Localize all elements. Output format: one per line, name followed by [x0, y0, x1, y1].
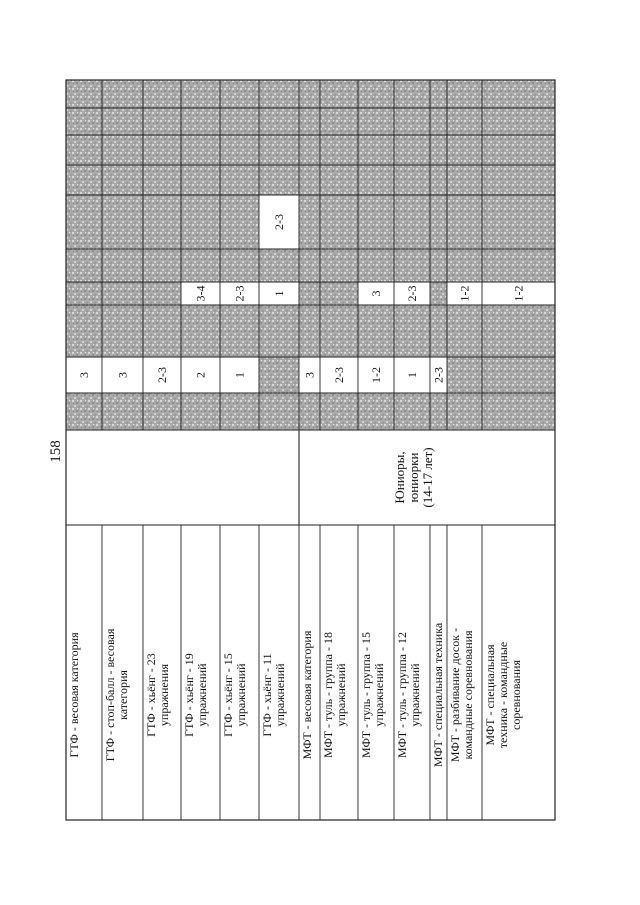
table-cell	[482, 165, 555, 195]
table-cell	[482, 249, 555, 282]
table-cell	[102, 393, 143, 430]
table-cell	[394, 393, 430, 430]
table-cell	[102, 165, 143, 195]
table-cell	[66, 195, 102, 249]
table-cell	[66, 305, 102, 357]
table-cell	[358, 80, 394, 108]
table-cell	[358, 393, 394, 430]
table-cell	[220, 249, 259, 282]
table-cell	[143, 195, 181, 249]
row-label: ГТФ - стоп-балл - весовая	[103, 628, 117, 762]
table-cell	[430, 108, 447, 135]
value-cell: 3-4	[193, 285, 208, 302]
table-cell	[102, 80, 143, 108]
page-number: 158	[47, 440, 64, 463]
table-cell	[447, 393, 482, 430]
table-cell	[66, 393, 102, 430]
table-cell	[299, 195, 320, 249]
row-label: ГТФ - хьёнг - 19	[182, 653, 196, 737]
table-cell	[320, 282, 358, 305]
row-label: МФТ - разбивание досок -	[448, 627, 462, 763]
table-cell	[447, 357, 482, 393]
table-cell	[220, 305, 259, 357]
table-cell	[430, 135, 447, 165]
table-cell	[66, 249, 102, 282]
table-cell	[447, 249, 482, 282]
table-cell	[181, 249, 220, 282]
age-group-label: (14-17 лет)	[420, 447, 435, 508]
row-label: МФТ - весовая категория	[300, 630, 314, 760]
table-cell	[482, 108, 555, 135]
table-cell	[181, 135, 220, 165]
table-cell	[143, 80, 181, 108]
table-cell	[66, 165, 102, 195]
table-cell	[394, 165, 430, 195]
table-cell	[143, 282, 181, 305]
row-label: МФТ - туль - группа - 18	[321, 632, 335, 758]
row-label: упражнений	[408, 663, 422, 727]
table-cell	[259, 80, 299, 108]
row-label: упражнения	[157, 663, 171, 727]
table-cell	[66, 135, 102, 165]
table-cell	[259, 135, 299, 165]
table-cell	[430, 249, 447, 282]
value-cell: 3	[77, 372, 91, 378]
value-cell: 2-3	[332, 367, 346, 383]
row-label: упражнений	[273, 663, 287, 727]
table-cell	[482, 357, 555, 393]
value-cell: 2-3	[431, 367, 446, 383]
value-cell: 1	[232, 372, 247, 378]
row-label: ГТФ - хьёнг - 11	[260, 653, 274, 737]
table-cell	[320, 165, 358, 195]
row-label: упражнений	[372, 663, 386, 727]
row-label: упражнений	[234, 663, 248, 727]
table-cell	[299, 393, 320, 430]
table-cell	[482, 80, 555, 108]
table-cell	[181, 393, 220, 430]
table-cell	[430, 305, 447, 357]
table-cell	[320, 249, 358, 282]
row-label: ГТФ - хьёнг - 23	[144, 653, 158, 737]
table-cell	[299, 249, 320, 282]
table-cell	[430, 80, 447, 108]
table-cell	[299, 80, 320, 108]
table-cell	[299, 135, 320, 165]
table-cell	[66, 80, 102, 108]
table-cell	[143, 249, 181, 282]
row-label: категория	[116, 670, 130, 720]
table-cell	[482, 195, 555, 249]
row-label: упражнений	[195, 663, 209, 727]
value-cell: 2-3	[405, 285, 419, 302]
row-label: МФТ - туль - группа - 12	[395, 632, 409, 758]
table-cell	[394, 135, 430, 165]
table-cell	[394, 108, 430, 135]
row-label: соревнования	[509, 660, 523, 730]
table-cell	[102, 282, 143, 305]
value-cell: 3	[302, 372, 317, 378]
table-cell	[143, 305, 181, 357]
table-cell	[358, 165, 394, 195]
table-cell	[430, 165, 447, 195]
table-cell	[430, 282, 447, 305]
table-cell	[320, 80, 358, 108]
value-cell: 2	[193, 372, 208, 378]
table-cell	[102, 305, 143, 357]
table-cell	[181, 108, 220, 135]
table-cell	[447, 135, 482, 165]
row-label: МФТ - специальная	[483, 644, 497, 746]
table-cell	[447, 108, 482, 135]
table-cell	[320, 135, 358, 165]
table-cell	[299, 165, 320, 195]
table-cell	[299, 305, 320, 357]
table-cell	[181, 80, 220, 108]
value-cell: 2-3	[272, 214, 286, 230]
table-cell	[102, 249, 143, 282]
table-cell	[482, 393, 555, 430]
table-cell	[320, 108, 358, 135]
value-cell: 3	[115, 372, 130, 378]
table-cell	[320, 195, 358, 249]
table-cell	[358, 305, 394, 357]
table-cell	[430, 393, 447, 430]
table-cell	[482, 135, 555, 165]
table-cell	[220, 108, 259, 135]
table-cell	[482, 305, 555, 357]
table-cell	[259, 305, 299, 357]
table-cell	[181, 165, 220, 195]
table-cell	[143, 165, 181, 195]
table-cell	[143, 108, 181, 135]
table-cell	[259, 393, 299, 430]
table-cell	[181, 305, 220, 357]
table-cell	[102, 135, 143, 165]
value-cell: 1-2	[511, 285, 526, 302]
table-cell	[181, 195, 220, 249]
table-cell	[394, 195, 430, 249]
table-cell	[259, 108, 299, 135]
table-cell	[320, 393, 358, 430]
table-cell	[143, 393, 181, 430]
table-cell	[220, 195, 259, 249]
row-label: командные соревнования	[461, 630, 475, 760]
row-label: ГТФ - хьёнг - 15	[221, 653, 235, 737]
table-cell	[66, 108, 102, 135]
table-cell	[447, 80, 482, 108]
age-group-label: юниорки	[406, 452, 421, 503]
table-cell	[259, 249, 299, 282]
value-cell: 2-3	[155, 367, 169, 383]
row-label: МФТ - специальная техника	[431, 622, 445, 768]
table-cell	[358, 195, 394, 249]
table-cell	[358, 108, 394, 135]
value-cell: 3	[369, 290, 383, 297]
value-cell: 1	[272, 290, 286, 297]
row-label: МФТ - туль - группа - 15	[359, 632, 373, 758]
table-cell	[220, 135, 259, 165]
age-group-label: Юниоры,	[392, 451, 407, 504]
row-label: техника - командные	[496, 641, 510, 749]
row-label: ГТФ - весовая категория	[67, 632, 81, 758]
value-cell: 1	[405, 372, 419, 378]
table-cell	[447, 195, 482, 249]
table-cell	[299, 108, 320, 135]
table-cell	[447, 305, 482, 357]
table-cell	[220, 165, 259, 195]
row-label: упражнений	[334, 663, 348, 727]
table-cell	[394, 249, 430, 282]
table-cell	[66, 282, 102, 305]
table-cell	[259, 357, 299, 393]
table-cell	[102, 108, 143, 135]
table-cell	[299, 282, 320, 305]
value-cell: 2-3	[232, 285, 247, 302]
table-cell	[430, 195, 447, 249]
table-cell	[143, 135, 181, 165]
table-cell	[259, 165, 299, 195]
table-cell	[394, 305, 430, 357]
table-cell	[447, 165, 482, 195]
table-cell	[220, 393, 259, 430]
table-cell	[358, 135, 394, 165]
table-cell	[358, 249, 394, 282]
table-cell	[102, 195, 143, 249]
value-cell: 1-2	[369, 367, 383, 383]
table-cell	[320, 305, 358, 357]
value-cell: 1-2	[457, 285, 472, 302]
table-cell	[220, 80, 259, 108]
table-cell	[394, 80, 430, 108]
